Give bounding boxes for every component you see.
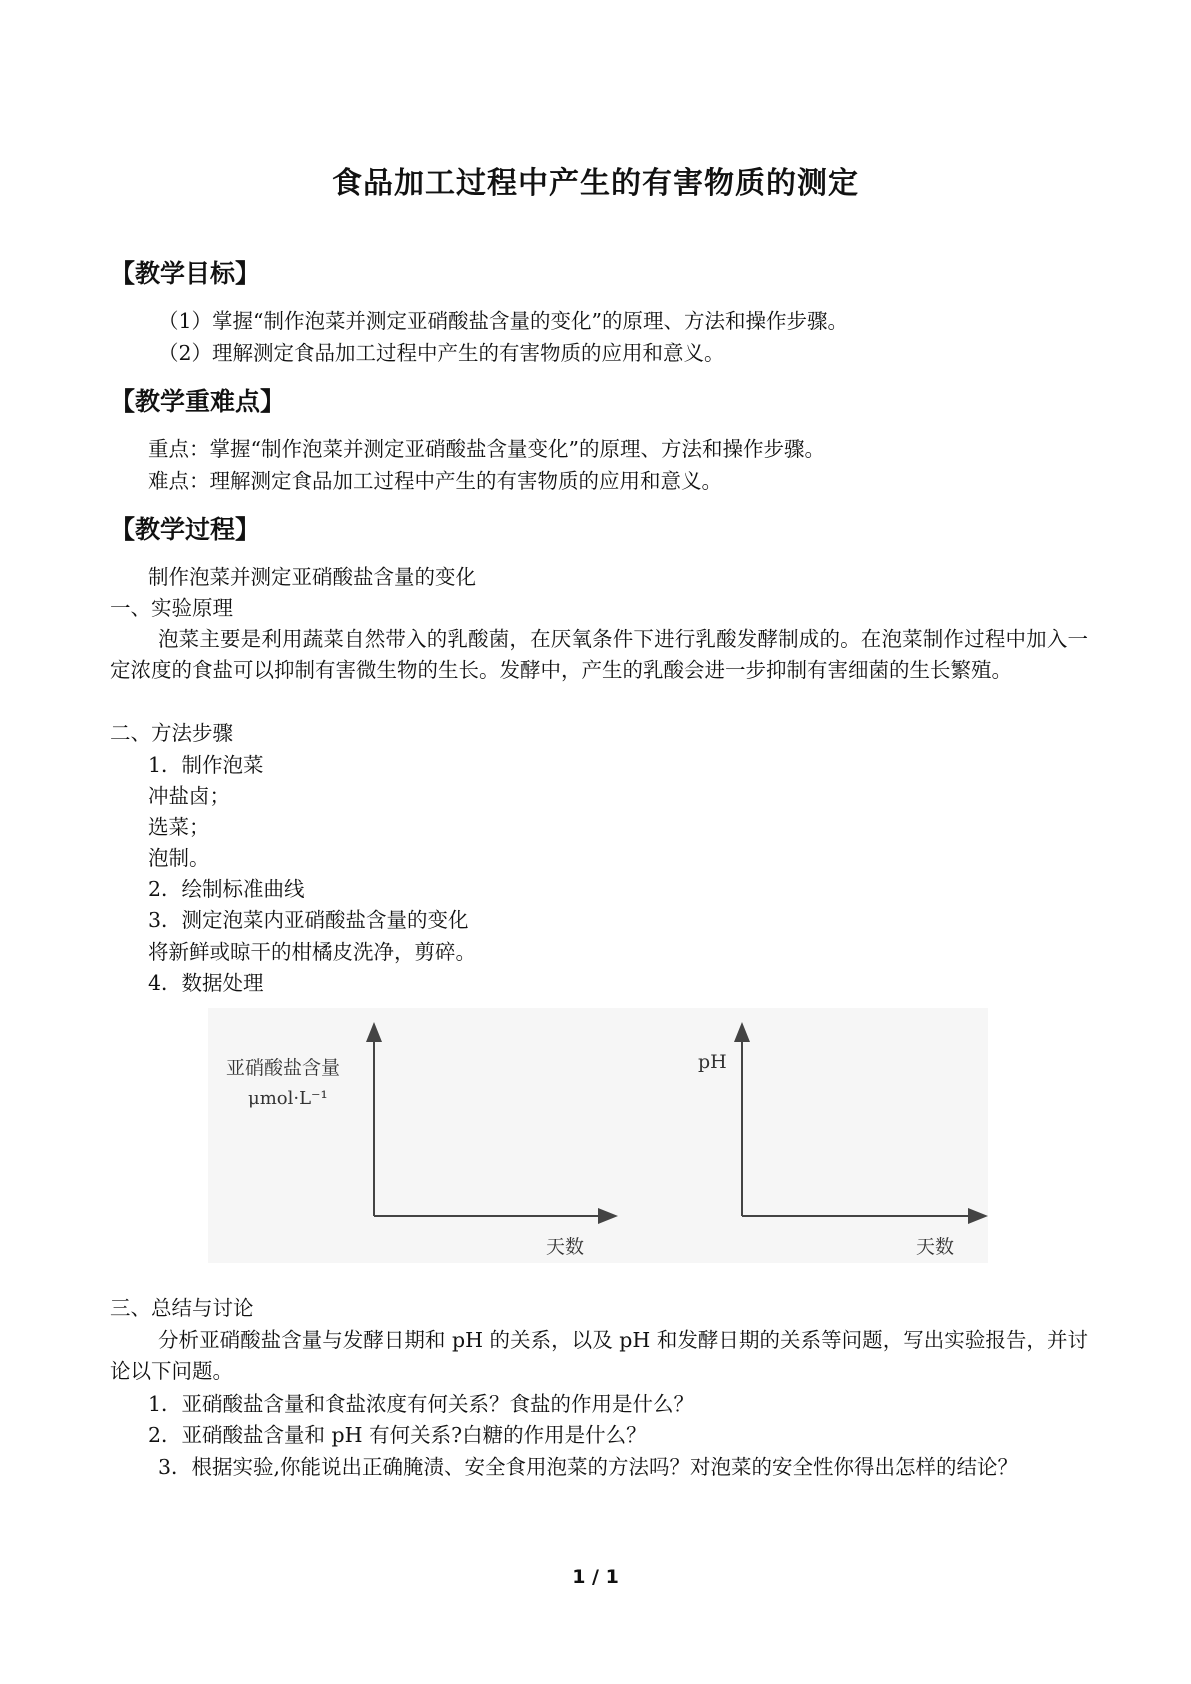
key-point-main: 重点：掌握“制作泡菜并测定亚硝酸盐含量变化”的原理、方法和操作步骤。 [148, 437, 825, 461]
summary-text: 分析亚硝酸盐含量与发酵日期和 pH 的关系，以及 pH 和发酵日期的关系等问题，写出实验报告，并讨论以下问题。 [110, 1328, 1088, 1383]
right-y-label: pH [698, 1051, 727, 1073]
objective-item-1: （1）掌握“制作泡菜并测定亚硝酸盐含量的变化”的原理、方法和操作步骤。 [158, 309, 849, 333]
left-y-label-line2: μmol·L⁻¹ [248, 1088, 328, 1109]
step-line-8: 4．数据处理 [148, 971, 264, 995]
right-x-label: 天数 [916, 1236, 955, 1258]
page-number: 1 / 1 [572, 1566, 619, 1588]
key-point-difficult: 难点：理解测定食品加工过程中产生的有害物质的应用和意义。 [148, 469, 722, 493]
principle-heading: 一、实验原理 [110, 596, 233, 620]
heading-objectives: 【教学目标】 [110, 259, 261, 288]
method-heading: 二、方法步骤 [110, 721, 233, 745]
question-1: 1．亚硝酸盐含量和食盐浓度有何关系？食盐的作用是什么？ [148, 1392, 695, 1416]
principle-text: 泡菜主要是利用蔬菜自然带入的乳酸菌，在厌氧条件下进行乳酸发酵制成的。在泡菜制作过程中加入一定浓度的食盐可以抑制有害微生物的生长。发酵中，产生的乳酸会进一步抑制有害细菌的生长繁殖。 [110, 627, 1088, 682]
heading-process: 【教学过程】 [110, 515, 261, 544]
question-2: 2．亚硝酸盐含量和 pH 有何关系?白糖的作用是什么？ [148, 1423, 647, 1447]
step-line-7: 将新鲜或晾干的柑橘皮洗净，剪碎。 [148, 940, 476, 964]
question-3: 3．根据实验,你能说出正确腌渍、安全食用泡菜的方法吗？对泡菜的安全性你得出怎样的结论？ [158, 1455, 1019, 1479]
left-y-label-line1: 亚硝酸盐含量 [226, 1057, 341, 1079]
step-line-4: 泡制。 [148, 846, 210, 870]
summary-heading: 三、总结与讨论 [110, 1296, 254, 1320]
step-line-2: 冲盐卤； [148, 784, 230, 808]
figure-axes [208, 1008, 988, 1263]
process-subtitle: 制作泡菜并测定亚硝酸盐含量的变化 [148, 565, 476, 589]
objective-item-2: （2）理解测定食品加工过程中产生的有害物质的应用和意义。 [158, 341, 725, 365]
step-line-5: 2．绘制标准曲线 [148, 877, 305, 901]
left-x-label: 天数 [546, 1236, 585, 1258]
step-line-1: 1．制作泡菜 [148, 753, 264, 777]
heading-key-points: 【教学重难点】 [110, 387, 286, 416]
data-processing-figure [208, 1008, 988, 1263]
page-title: 食品加工过程中产生的有害物质的测定 [332, 166, 859, 201]
step-line-6: 3．测定泡菜内亚硝酸盐含量的变化 [148, 908, 469, 932]
step-line-3: 选菜； [148, 815, 210, 839]
